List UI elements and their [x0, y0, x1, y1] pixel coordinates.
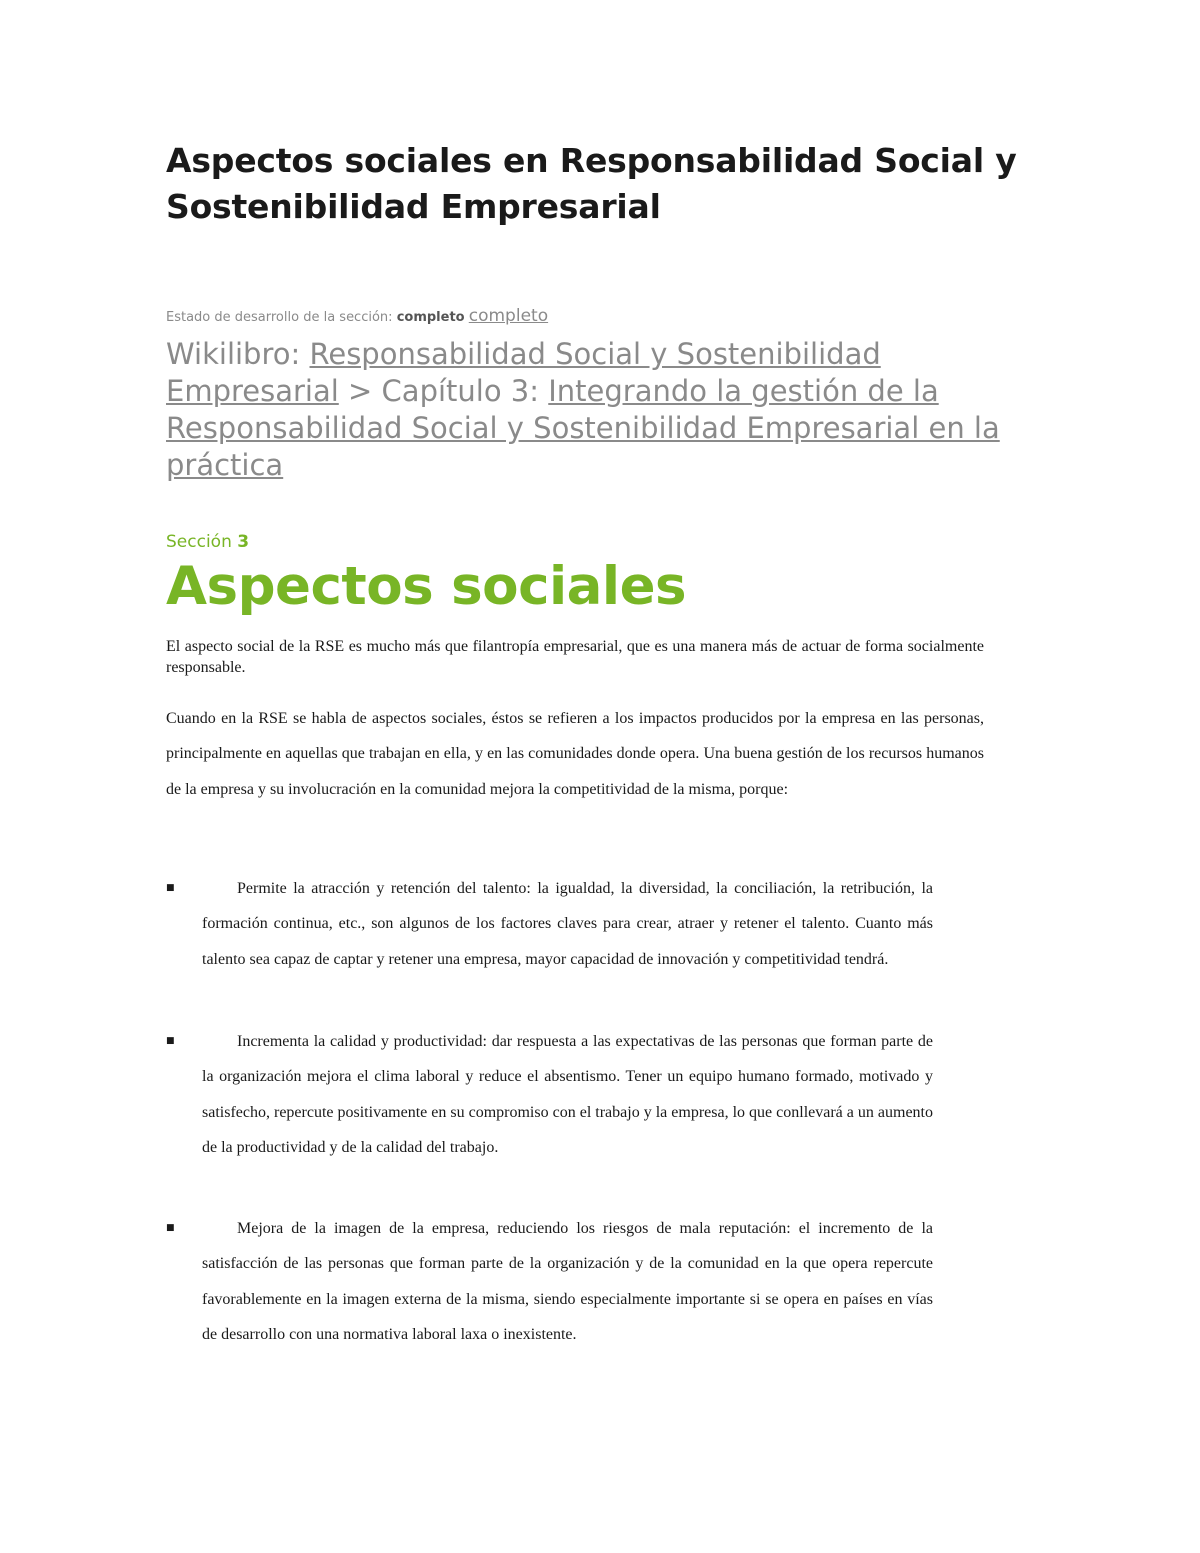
section-status: [166, 306, 548, 326]
breadcrumb-chapter-label: Capítulo 3:: [381, 374, 540, 408]
intro-paragraph: El aspecto social de la RSE es mucho más que filantropía empresarial, que es una manera más de actuar de forma socialmente responsable.: [166, 638, 984, 676]
breadcrumb: [166, 336, 1026, 484]
breadcrumb-book-link[interactable]: Responsabilidad Social y Sostenibilidad Empresarial: [166, 337, 881, 408]
section-heading: Aspectos sociales: [166, 556, 687, 617]
section-number: 3: [237, 532, 250, 552]
breadcrumb-chapter-link[interactable]: Integrando la gestión de la Responsabilidad Social y Sostenibilidad Empresarial en la práctica: [166, 374, 1000, 482]
list-item-text: Incrementa la calidad y productividad: dar respuesta a las expectativas de las personas que forman parte de la organización mejora el clima laboral y reduce el absentismo. Tener un equipo humano formado, motivado y satisfecho, repercute positivamente en su compromiso con el trabajo y la empresa, lo que conllevará a un aumento de la productividad y de la calidad del trabajo.: [202, 1033, 933, 1156]
list-item-text: Mejora de la imagen de la empresa, reduciendo los riesgos de mala reputación: el incremento de la satisfacción de las personas que forman parte de la organización y de la comunidad en la que opera repercute favorablemente en la imagen externa de la misma, siendo especialmente importante si se opera en países en vías de desarrollo con una normativa laboral laxa o inexistente.: [202, 1220, 933, 1343]
section-label-text: Sección: [166, 532, 232, 552]
status-prefix: Estado de desarrollo de la sección:: [166, 310, 393, 325]
breadcrumb-prefix: Wikilibro:: [166, 337, 301, 371]
list-item-text: Permite la atracción y retención del talento: la igualdad, la diversidad, la conciliación, la retribución, la formación continua, etc., son algunos de los factores claves para crear, atraer y retener el talento. Cuanto más talento sea capaz de captar y retener una empresa, mayor capacidad de innovación y competitividad tendrá.: [202, 880, 933, 968]
status-link[interactable]: completo: [468, 306, 549, 326]
document-title: Aspectos sociales en Responsabilidad Social y Sostenibilidad Empresarial: [166, 141, 1017, 226]
section-label: [166, 532, 249, 552]
body-paragraph: Cuando en la RSE se habla de aspectos sociales, éstos se refieren a los impactos producidos por la empresa en las personas, principalmente en aquellas que trabajan en ella, y en las comunidades donde opera. Una buena gestión de los recursos humanos de la empresa y su involucración en la comunidad mejora la competitividad de la misma, porque:: [166, 710, 984, 798]
breadcrumb-separator: >: [348, 374, 373, 408]
square-bullet-icon: ■: [166, 883, 175, 893]
status-value: completo: [396, 310, 465, 325]
square-bullet-icon: ■: [166, 1223, 175, 1233]
square-bullet-icon: ■: [166, 1036, 175, 1046]
